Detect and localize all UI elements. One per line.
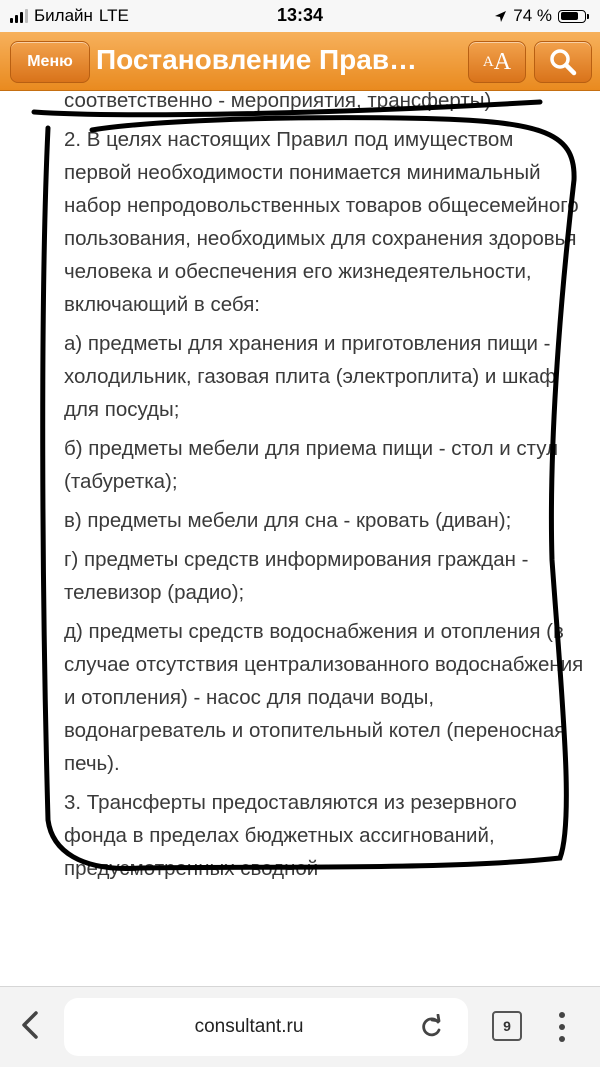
document-body [64, 84, 584, 891]
partial-line: соответственно - мероприятия, трансферты). [64, 89, 498, 112]
paragraph-item-v: в) предметы мебели для сна - кровать (диван); [64, 509, 512, 532]
paragraph-3: 3. Трансферты предоставляются из резервного фонда в пределах бюджетных ассигнований, предусмотренных сводной [64, 791, 517, 880]
status-right [494, 6, 586, 26]
font-size-button[interactable] [468, 41, 526, 83]
search-icon [549, 48, 577, 76]
font-size-small-glyph: A [482, 53, 494, 70]
battery-icon [558, 10, 586, 23]
carrier-name: Билайн [34, 6, 93, 25]
tab-count: 9 [503, 1018, 511, 1034]
menu-button-label: Меню [27, 53, 73, 70]
paragraph-item-d: д) предметы средств водоснабжения и отопления (в случае отсутствия централизованного водоснабжения и отопления) - насос для подачи воды, водонагреватель и отопительный котел (переносная печь). [64, 620, 584, 775]
status-bar [0, 0, 600, 32]
reload-icon[interactable] [418, 1014, 444, 1040]
more-options-icon[interactable] [556, 1009, 568, 1045]
paragraph-item-g: г) предметы средств информирования граждан - телевизор (радио); [64, 548, 529, 604]
back-icon[interactable] [16, 1007, 46, 1043]
page-title: Постановление Прав… [96, 44, 418, 75]
font-size-big-glyph: A [493, 48, 512, 75]
paragraph-item-b: б) предметы мебели для приема пищи - стол и стул (табуретка); [64, 437, 559, 493]
clock: 13:34 [276, 5, 324, 25]
search-button[interactable] [534, 41, 592, 83]
battery-percent: 74 % [513, 6, 552, 25]
tabs-button[interactable] [492, 1011, 522, 1041]
network-type: LTE [98, 6, 129, 25]
address-bar[interactable] [64, 998, 468, 1056]
paragraph-item-a: а) предметы для хранения и приготовления пищи - холодильник, газовая плита (электроплита) и шкаф для посуды; [64, 332, 557, 421]
location-arrow-icon [494, 10, 507, 23]
menu-button[interactable] [10, 41, 90, 83]
browser-toolbar [0, 986, 600, 1067]
app-header [0, 32, 600, 91]
url-text: consultant.ru [194, 1016, 304, 1037]
paragraph-2: 2. В целях настоящих Правил под имуществом первой необходимости понимается минимальный набор непродовольственных товаров общесемейного пользования, необходимых для сохранения здоровья человека и обеспечения его жизнедеятельности, включающий в себя: [64, 128, 579, 316]
